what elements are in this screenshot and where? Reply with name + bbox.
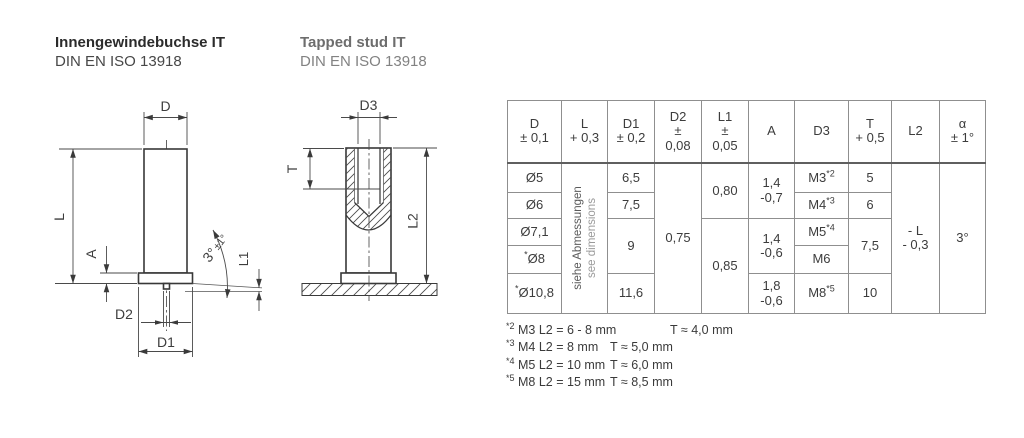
header-l2: L2: [892, 101, 940, 163]
stud-tip: [164, 284, 170, 290]
dim-label-l1: L1: [236, 251, 251, 267]
cell-d3: M8$^{*5}$: [795, 274, 849, 314]
cell-a: 1,8 -0,6: [749, 274, 795, 314]
stud-flange: [139, 273, 193, 284]
cell-l1: 0,85: [702, 219, 749, 314]
cell-d1: 7,5: [608, 193, 655, 219]
stud-flange-section: [341, 273, 396, 284]
cell-d2: 0,75: [655, 163, 702, 314]
cell-d3: M6: [795, 246, 849, 274]
cell-d: *Ø8: [508, 246, 562, 274]
cell-t: 5: [849, 163, 892, 193]
arrowhead: [350, 115, 359, 119]
header-row: [508, 101, 986, 163]
right-view-section: [284, 97, 437, 301]
cell-a: 1,4 -0,7: [749, 163, 795, 219]
header-t: T + 0,5: [849, 101, 892, 163]
cell-t: 10: [849, 274, 892, 314]
header-d3: D3: [795, 101, 849, 163]
header-l: L + 0,3: [562, 101, 608, 163]
standard-en: DIN EN ISO 13918: [300, 53, 427, 70]
header-alpha: α ± 1°: [940, 101, 986, 163]
cell-d: Ø7,1: [508, 219, 562, 246]
arrowhead: [155, 320, 164, 324]
cell-d1: 6,5: [608, 163, 655, 193]
cell-d3: M5$^{*4}$: [795, 219, 849, 246]
product-name-en: Tapped stud IT: [300, 34, 406, 51]
cell-l1: 0,80: [702, 163, 749, 219]
footnotes: [506, 322, 733, 391]
footnote-m4: $^{*3}$ M4 L2 = 8 mm T ≈ 5,0 mm: [506, 338, 673, 355]
cell-d: Ø6: [508, 193, 562, 219]
dim-label-d: D: [160, 98, 171, 114]
dim-label-l: L: [51, 213, 67, 221]
cell-t: 6: [849, 193, 892, 219]
dim-label-l2: L2: [404, 213, 421, 229]
dim-label-t: T: [284, 164, 300, 174]
cell-d: Ø5: [508, 163, 562, 193]
standard-de: DIN EN ISO 13918: [55, 53, 182, 70]
left-view-stud: [51, 98, 262, 357]
arrowhead: [170, 320, 179, 324]
dim-label-d3: D3: [359, 97, 378, 113]
technical-drawings: [0, 0, 500, 438]
cell-a: 1,4 -0,6: [749, 219, 795, 274]
stud-shaft: [144, 149, 187, 273]
dim-label-angle: 3°±1°: [199, 232, 231, 266]
cell-d3: M4$^{*3}$: [795, 193, 849, 219]
cell-d1: 11,6: [608, 274, 655, 314]
footnote-m8: $^{*5}$ M8 L2 = 15 mm T ≈ 8,5 mm: [506, 372, 673, 389]
dim-label-a: A: [83, 249, 99, 259]
table-row: [508, 163, 986, 193]
arrowhead: [380, 115, 389, 119]
header-d: D ± 0,1: [508, 101, 562, 163]
footnote-m5: $^{*4}$ M5 L2 = 10 mm T ≈ 6,0 mm: [506, 355, 673, 372]
header-d1: D1 ± 0,2: [608, 101, 655, 163]
cell-d: *Ø10,8: [508, 274, 562, 314]
header-a: A: [749, 101, 795, 163]
cell-l2: - L - 0,3: [892, 163, 940, 314]
dimension-table: [507, 100, 986, 314]
cell-d1: 9: [608, 219, 655, 274]
dim-label-d2: D2: [115, 306, 133, 322]
cell-d3: M3$^{*2}$: [795, 163, 849, 193]
footnote-m3: $^{*2}$ M3 L2 = 6 - 8 mm T ≈ 4,0 mm: [506, 320, 733, 337]
header-l1: L1 ± 0,05: [702, 101, 749, 163]
header-d2: D2 ± 0,08: [655, 101, 702, 163]
base-plate: [302, 284, 437, 296]
cell-alpha: 3°: [940, 163, 986, 314]
product-name-de: Innengewindebuchse IT: [55, 34, 226, 51]
dim-label-d1: D1: [157, 334, 175, 350]
cell-t: 7,5: [849, 219, 892, 274]
cell-see-dimensions: siehe Abmessungen see dimensions: [562, 163, 608, 314]
